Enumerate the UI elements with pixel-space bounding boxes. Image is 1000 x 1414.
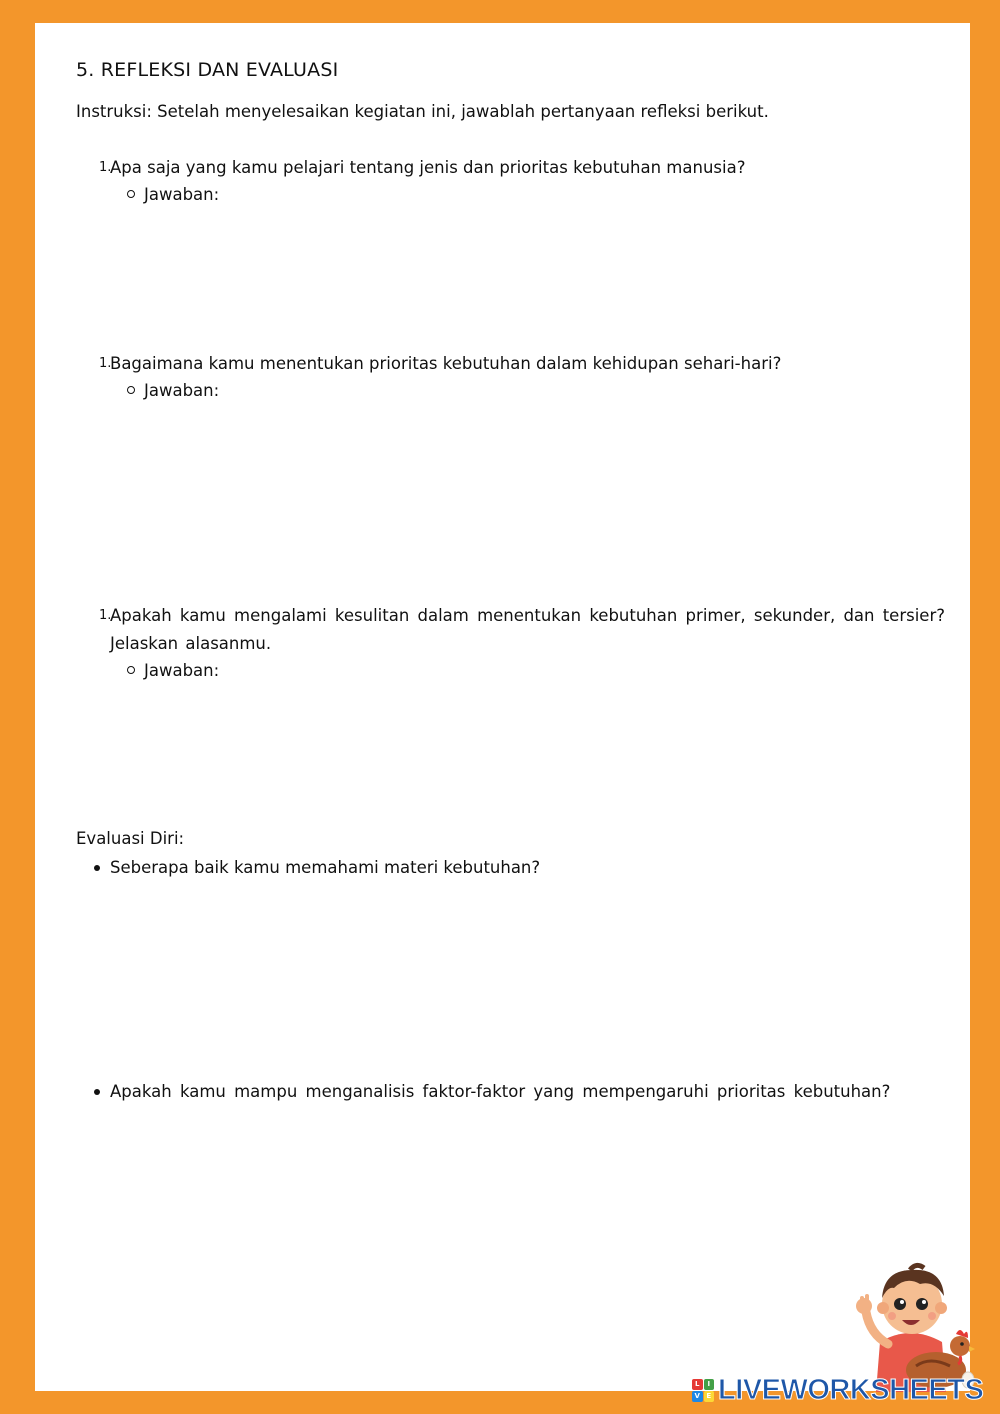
answer-label-text: Jawaban: [144,381,220,400]
evaluation-item-text: Seberapa baik kamu memahami materi kebutuhan? [110,858,541,877]
section-title: 5. REFLEKSI DAN EVALUASI [76,59,339,81]
question-text: Apakah kamu mengalami kesulitan dalam menentukan kebutuhan primer, sekunder, dan tersier? Jelaskan alasanmu. [110,606,945,653]
bullet-icon [94,1089,100,1095]
evaluation-item-2 [94,1078,945,1106]
question-number: 1. [99,160,112,175]
badge-letter: L [692,1379,703,1390]
answer-label-text: Jawaban: [144,661,220,680]
badge-letter: E [704,1391,715,1402]
question-3 [99,602,945,658]
badge-letter: I [704,1379,715,1390]
question-text: Bagaimana kamu menentukan prioritas kebutuhan dalam kehidupan sehari-hari? [110,354,782,373]
evaluation-item-text: Apakah kamu mampu menganalisis faktor-faktor yang mempengaruhi prioritas kebutuhan? [110,1082,891,1101]
hollow-bullet-icon [127,666,135,674]
question-1 [99,154,945,182]
answer-label-text: Jawaban: [144,185,220,204]
answer-label-3 [127,661,219,680]
question-number: 1. [99,608,112,623]
hollow-bullet-icon [127,386,135,394]
answer-label-1 [127,185,219,204]
worksheet-page [35,23,970,1391]
badge-letter: V [692,1391,703,1402]
bullet-icon [94,865,100,871]
evaluation-item-1 [94,854,945,882]
liveworksheets-logo-text: LIVEWORKSHEETS [718,1373,984,1406]
answer-label-2 [127,381,219,400]
liveworksheets-logo [692,1373,983,1407]
question-2 [99,350,945,378]
question-text: Apa saja yang kamu pelajari tentang jenis dan prioritas kebutuhan manusia? [110,158,746,177]
self-evaluation-label: Evaluasi Diri: [76,829,185,848]
question-number: 1. [99,356,112,371]
instruction-text: Instruksi: Setelah menyelesaikan kegiatan ini, jawablah pertanyaan refleksi berikut. [76,102,769,121]
liveworksheets-badge-icon [692,1379,714,1401]
hollow-bullet-icon [127,190,135,198]
